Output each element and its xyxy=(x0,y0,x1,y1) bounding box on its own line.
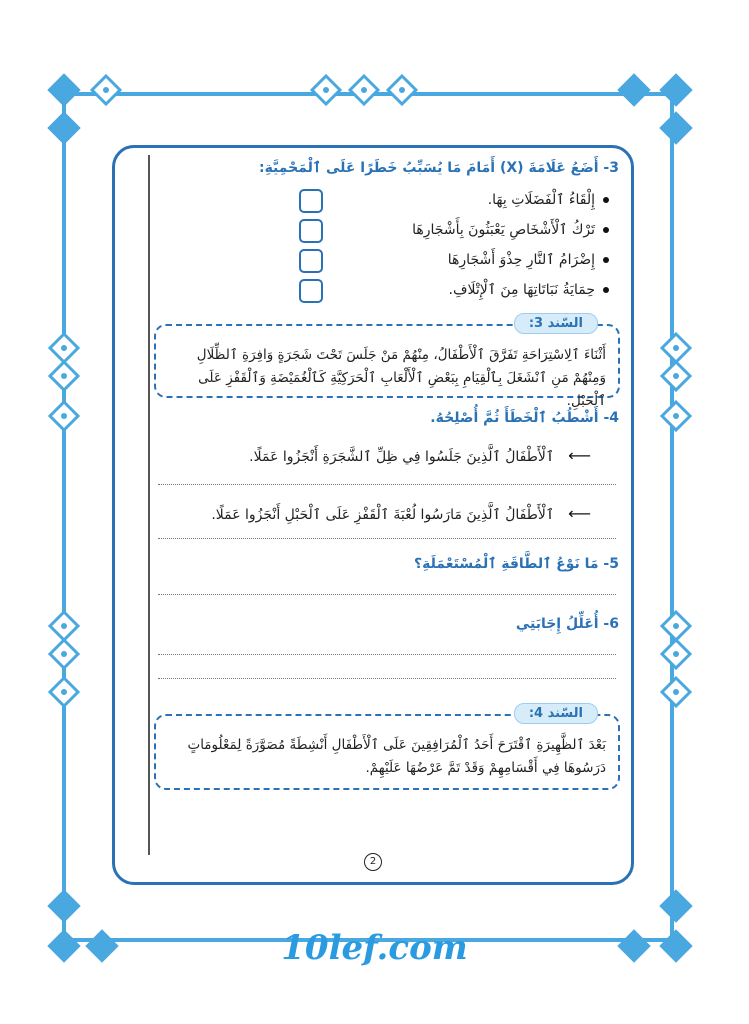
list-item-text: إِضْرَامُ ٱلنَّارِ حِذْوَ أَشْجَارِهَا xyxy=(447,252,595,268)
diamond-icon xyxy=(48,74,80,106)
document-4-text: بَعْدَ ٱلظَّهِيرَةِ ٱقْتَرَحَ أَحَدُ ٱلْمُرَافِقِينَ عَلَى ٱلْأَطْفَالِ أَنْشِطَةً مُصَوَّرَةً لِمَعْلُومَاتٍ دَرَسُوهَا فِي أَقْسَامِهِمْ وَقَدْ تَمَّ عَرْضُهَا عَلَيْهِمْ. xyxy=(187,737,606,776)
document-3-label: السّند 3: xyxy=(514,313,598,334)
document-4-box xyxy=(154,706,620,790)
diamond-icon xyxy=(660,112,692,144)
bullet-icon xyxy=(603,227,609,233)
answer-line[interactable] xyxy=(158,484,616,485)
list-item-text: حِمَايَةُ نَبَاتَاتِهَا مِنَ ٱلْإِتْلَافِ. xyxy=(448,282,595,298)
question-6-title: 6- أُعَلِّلُ إِجَابَتِي xyxy=(515,616,619,632)
diamond-icon xyxy=(660,74,692,106)
margin-line xyxy=(148,155,150,855)
question-3-title: 3- أَضَعُ عَلَامَةَ (X) أَمَامَ مَا يُسَبِّبُ خَطَرًا عَلَى ٱلْمَحْمِيَّةِ: xyxy=(258,160,619,176)
list-item xyxy=(309,216,609,246)
answer-checkbox[interactable] xyxy=(299,189,323,213)
answer-checkbox[interactable] xyxy=(299,279,323,303)
document-3-text: أَثْنَاءَ ٱلِاسْتِرَاحَةِ تَفَرَّقَ ٱلْأَطْفَالُ، مِنْهُمْ مَنْ جَلَسَ تَحْتَ شَجَرَةٍ وَافِرَةِ ٱلظِّلَالِ وَمِنْهُمْ مَنِ ٱنْشَغَلَ بِٱلْقِيَامِ بِبَعْضِ ٱلْأَلْعَابِ ٱلْحَرَكِيَّةِ كَٱلْغُمَيْضَةِ وَٱلْقَفْزِ عَلَى ٱلْحَبْلِ. xyxy=(196,347,606,409)
question-5-title: 5- مَا نَوْعُ ٱلطَّاقَةِ ٱلْمُسْتَعْمَلَةِ؟ xyxy=(413,556,619,572)
question-4-title: 4- أَشْطُبُ ٱلْخَطَأَ ثُمَّ أُصْلِحُهُ. xyxy=(430,410,619,426)
page-number: 2 xyxy=(364,853,382,871)
list-item xyxy=(309,246,609,276)
answer-checkbox[interactable] xyxy=(299,219,323,243)
arrow-left-icon: ⟵ xyxy=(568,504,591,523)
list-item-text: إِلْقَاءُ ٱلْفَضَلَاتِ بِهَا. xyxy=(487,192,595,208)
answer-line[interactable] xyxy=(158,654,616,655)
document-3-box xyxy=(154,316,620,409)
list-item xyxy=(309,276,609,306)
question-4-sentence-2 xyxy=(211,504,591,523)
question-4-sentence-1 xyxy=(249,446,591,465)
bullet-icon xyxy=(603,287,609,293)
list-item xyxy=(309,186,609,216)
list-item-text: تَرْكُ ٱلْأَشْخَاصِ يَعْبَثُونَ بِأَشْجَارِهَا xyxy=(412,222,595,238)
diamond-icon xyxy=(660,890,692,922)
document-4-label: السّند 4: xyxy=(514,703,598,724)
sentence-text: ٱلْأَطْفَالُ ٱلَّذِينَ مَارَسُوا لُعْبَةَ ٱلْقَفْزِ عَلَى ٱلْحَبْلِ أَنْجَزُوا عَمَلًا. xyxy=(211,507,555,523)
sentence-text: ٱلْأَطْفَالُ ٱلَّذِينَ جَلَسُوا فِي ظِلِّ ٱلشَّجَرَةِ أَنْجَزُوا عَمَلًا. xyxy=(249,449,555,465)
answer-line[interactable] xyxy=(158,594,616,595)
diamond-icon xyxy=(48,112,80,144)
answer-checkbox[interactable] xyxy=(299,249,323,273)
answer-line[interactable] xyxy=(158,678,616,679)
answer-line[interactable] xyxy=(158,538,616,539)
arrow-left-icon: ⟵ xyxy=(568,446,591,465)
question-3-list xyxy=(309,186,609,306)
site-watermark: 10lef.com xyxy=(281,928,468,968)
bullet-icon xyxy=(603,257,609,263)
diamond-icon xyxy=(48,890,80,922)
bullet-icon xyxy=(603,197,609,203)
diamond-icon xyxy=(618,74,650,106)
